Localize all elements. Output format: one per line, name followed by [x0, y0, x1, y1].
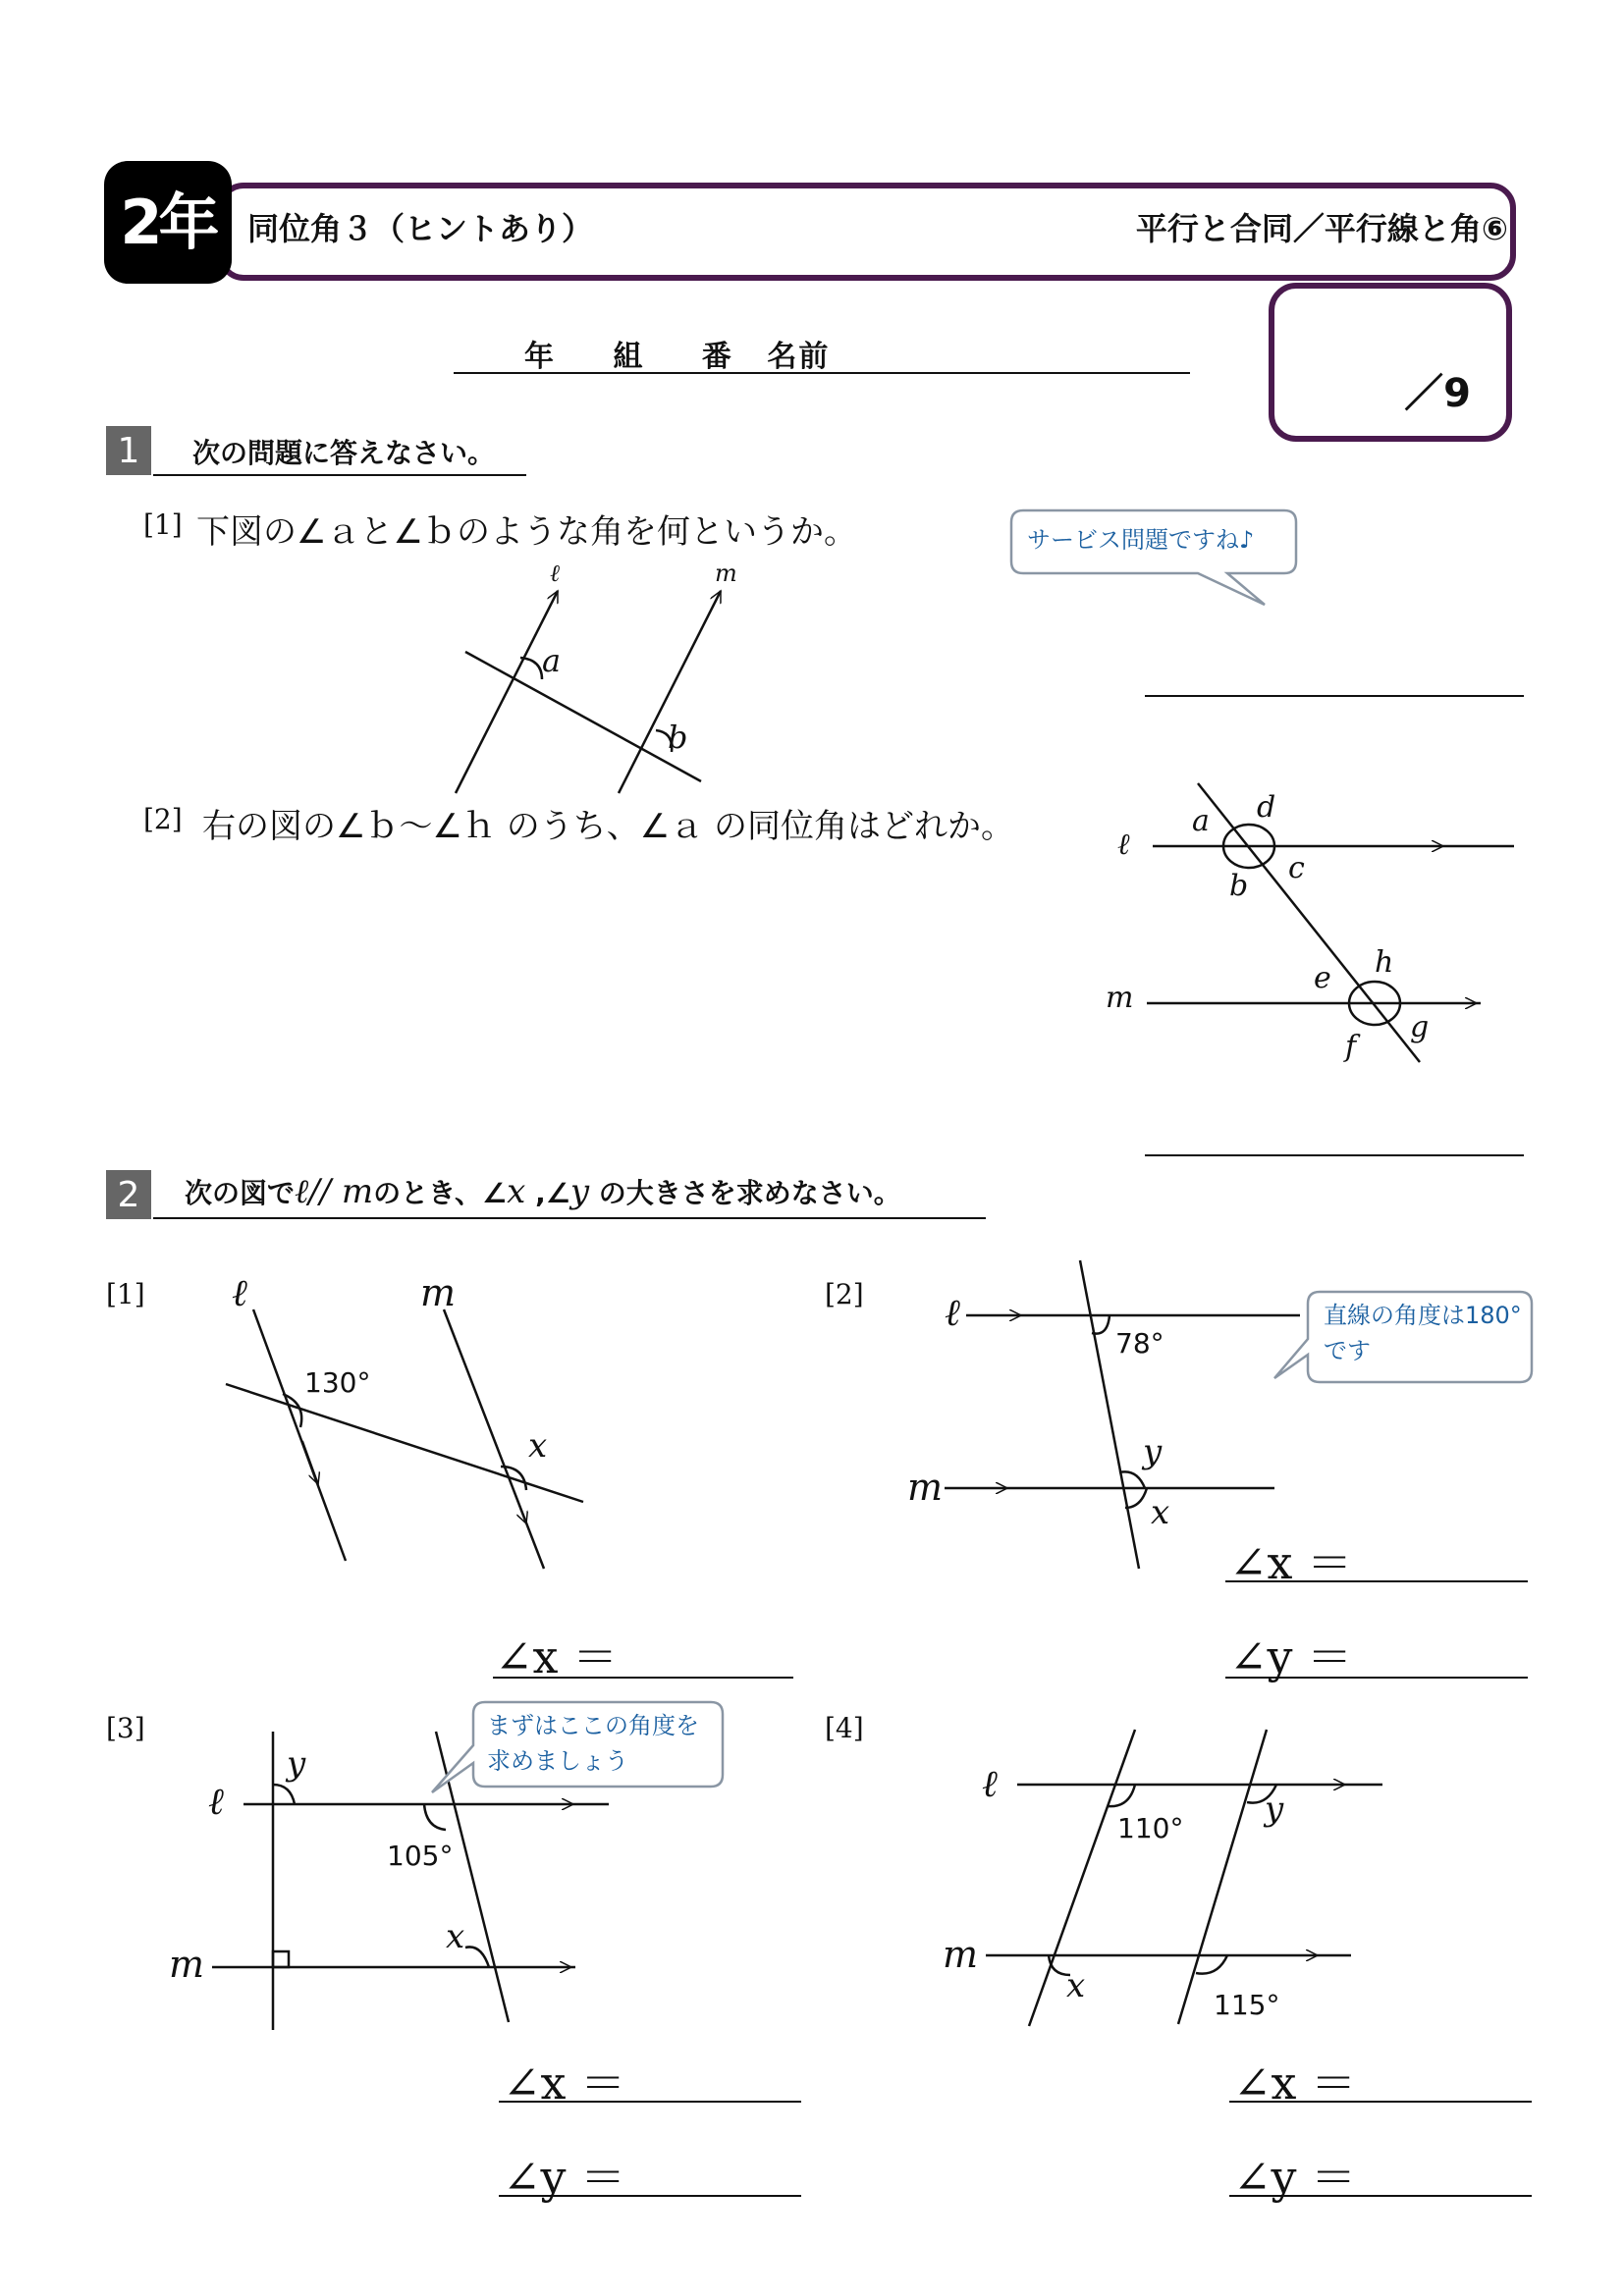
p2-angle-78: 78° [1115, 1327, 1164, 1360]
hint-bubble-1-text: サービス問題ですね♪ [1027, 526, 1255, 554]
p4-answer-x: ∠x ＝ [1233, 2056, 1357, 2109]
score-total: ／9 [1404, 371, 1471, 416]
p2-label-y: y [1143, 1432, 1163, 1471]
p4-answer-y: ∠y ＝ [1233, 2151, 1357, 2204]
s1f1-label-a: a [542, 642, 562, 679]
worksheet-title: 同位角３（ヒントあり） [247, 210, 594, 247]
p3-number: [3] [106, 1712, 145, 1744]
hint-bubble-1 [1011, 510, 1296, 605]
p1-number: [1] [106, 1278, 145, 1310]
p3-answer-y: ∠y ＝ [503, 2151, 626, 2204]
s1f1-transversal [465, 652, 701, 781]
s1f2-label-e: e [1314, 961, 1331, 995]
p4-arc-115 [1196, 1955, 1227, 1974]
s1-fig1 [456, 591, 721, 793]
p4-label-y: y [1265, 1789, 1284, 1829]
p3-right-angle [273, 1951, 289, 1967]
s1f2-label-m: m [1106, 981, 1134, 1015]
p3-arc-y [273, 1785, 295, 1804]
p3-label-x: x [446, 1917, 465, 1956]
s1f2-label-a: a [1192, 804, 1210, 838]
p4-angle-115: 115° [1214, 1989, 1280, 2021]
p2-label-l: ℓ [945, 1291, 960, 1334]
section2-number: 2 [106, 1170, 151, 1219]
field-year: 年 [524, 340, 556, 374]
p3-label-y: y [287, 1744, 306, 1784]
field-name: 名前 [767, 340, 831, 374]
s1f2-label-l: ℓ [1117, 828, 1130, 862]
p2-answer-y: ∠y ＝ [1229, 1630, 1353, 1683]
p4-label-x: x [1066, 1966, 1086, 2005]
hint-bubble-2-line2: です [1324, 1337, 1371, 1364]
s1f1-label-b: b [668, 719, 688, 756]
s1f1-label-m: m [715, 560, 737, 587]
p3-label-l: ℓ [208, 1780, 224, 1823]
s1f2-label-b: b [1229, 869, 1249, 903]
s1-q1-number: [1] [143, 508, 183, 541]
grade-badge: 2年 [104, 161, 232, 284]
p2-number: [2] [825, 1278, 864, 1310]
p3-arc-105 [424, 1804, 446, 1830]
p3-arc-x [465, 1947, 489, 1967]
hint-bubble-2-line1: 直線の角度は180° [1324, 1302, 1522, 1329]
s1-q1-text: 下図の∠ａと∠ｂのような角を何というか。 [196, 512, 857, 552]
p2-arc-x [1125, 1488, 1147, 1508]
p2-transversal [1080, 1260, 1139, 1569]
section2-title: 次の図でℓ// mのとき、∠x ,∠y の大きさを求めなさい。 [185, 1172, 901, 1211]
s1f2-label-f: f [1345, 1030, 1357, 1064]
p1-angle-130: 130° [304, 1366, 371, 1399]
p1-label-m: m [420, 1271, 457, 1314]
p2-answer-x: ∠x ＝ [1229, 1536, 1353, 1589]
s1f2-label-d: d [1257, 790, 1276, 825]
hint-bubble-3-line2: 求めましょう [487, 1747, 628, 1775]
p2-label-x: x [1151, 1493, 1170, 1532]
s1f2-transversal [1198, 783, 1420, 1062]
s1f1-line-l [456, 591, 558, 793]
p2-label-m: m [907, 1466, 944, 1509]
p1-label-l: ℓ [232, 1271, 247, 1314]
unit-title: 平行と合同／平行線と角⑥ [1135, 210, 1508, 247]
field-number: 番 [701, 340, 733, 374]
p3-label-m: m [169, 1943, 205, 1986]
p1-line-l [253, 1309, 346, 1561]
section1-number: 1 [106, 426, 151, 475]
p3-angle-105: 105° [387, 1840, 454, 1872]
p4-angle-110: 110° [1117, 1812, 1184, 1844]
s1f2-label-c: c [1288, 851, 1305, 885]
s1f2-label-h: h [1375, 945, 1394, 980]
p4-transversal-2 [1178, 1730, 1267, 2024]
section1-title: 次の問題に答えなさい。 [192, 437, 496, 469]
p1-answer-x: ∠x ＝ [495, 1630, 619, 1683]
s1-q2-number: [2] [143, 803, 183, 835]
p2-figure [945, 1260, 1300, 1569]
s1f2-label-g: g [1410, 1010, 1430, 1044]
s1f1-label-l: ℓ [550, 560, 560, 587]
p1-label-x: x [528, 1426, 548, 1466]
p4-label-m: m [943, 1933, 979, 1976]
hint-bubble-3-line1: まずはここの角度を [487, 1712, 699, 1739]
field-class: 組 [613, 340, 645, 374]
p4-figure [986, 1730, 1382, 2026]
s1-q2-text: 右の図の∠ｂ〜∠ｈ のうち、∠ａ の同位角はどれか。 [202, 807, 1015, 846]
p4-number: [4] [825, 1712, 864, 1744]
p3-answer-x: ∠x ＝ [503, 2056, 626, 2109]
p4-label-l: ℓ [982, 1762, 998, 1805]
